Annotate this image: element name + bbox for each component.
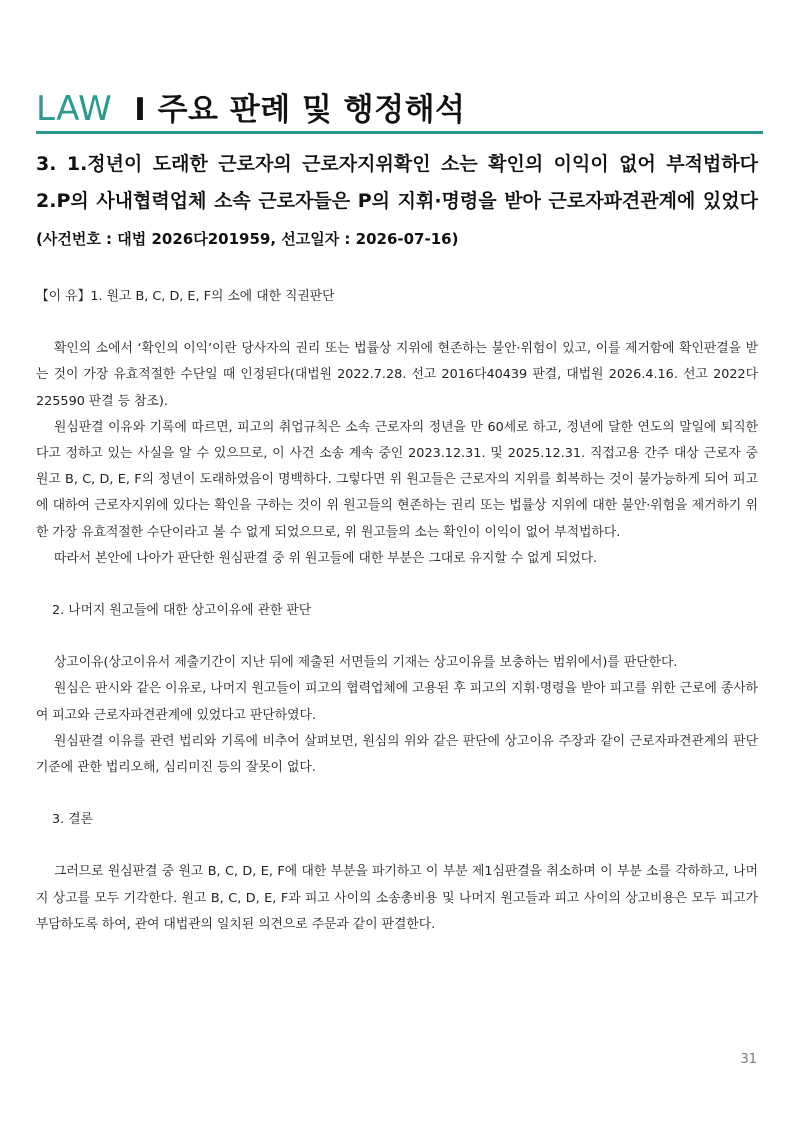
paragraph: 상고이유(상고이유서 제출기간이 지난 뒤에 제출된 서면들의 기재는 상고이유를 보충하는 범위에서)를 판단한다.	[54, 655, 678, 671]
section-title: I 주요 판례 및 행정해석	[134, 92, 466, 128]
header-line	[36, 84, 763, 129]
case-title: 3. 1.정년이 도래한 근로자의 근로자지위확인 소는 확인의 이익이 없어 부적법하다 2.P의 사내협력업체 소속 근로자들은 P의 지휘·명령을 받아 근로자파견관계에 있었다	[36, 153, 758, 212]
paragraph: 원심판결 이유를 관련 법리와 기록에 비추어 살펴보면, 원심의 위와 같은 판단에 상고이유 주장과 같이 근로자파견관계의 판단기준에 관한 법리오해, 심리미진 등의 잘못이 없다.	[36, 733, 758, 776]
spacer	[36, 833, 758, 859]
case-meta: (사건번호 : 대법 2026다201959, 선고일자 : 2026-07-16)	[36, 230, 459, 248]
reason-heading: 【이 유】1. 원고 B, C, D, E, F의 소에 대한 직권판단	[36, 289, 335, 304]
case-title-block	[36, 146, 758, 258]
spacer	[36, 624, 758, 650]
section-heading: 2. 나머지 원고들에 대한 상고이유에 관한 판단	[52, 603, 312, 619]
spacer	[36, 572, 758, 598]
document-body	[36, 284, 758, 938]
paragraph: 원심판결 이유와 기록에 따르면, 피고의 취업규칙은 소속 근로자의 정년을 만 60세로 하고, 정년에 달한 연도의 말일에 퇴직한다고 정하고 있는 사실을 알 수 있으므로, 이 사건 소송 계속 중인 2023.12.31. 및 2025.12.31. 직접고용 간주 대상 근로자 중 원고 B, C, D, E, F의 정년이 도래하였음이 명백하다. 그렇다면 위 원고들은 근로자의 지위를 회복하는 것이 불가능하게 되어 피고에 대하여 근로자지위에 있다는 확인을 구하는 것이 위 원고들의 현존하는 권리 또는 법률상 지위에 대한 불안·위험을 제거하기 위한 가장 유효적절한 수단이라고 볼 수 없게 되었으므로, 위 원고들의 소는 확인이 이익이 없어 부적법하다.	[36, 419, 758, 540]
page-header	[36, 84, 763, 129]
paragraph: 확인의 소에서 ‘확인의 이익’이란 당사자의 권리 또는 법률상 지위에 현존하는 불안·위험이 있고, 이를 제거함에 확인판결을 받는 것이 가장 유효적절한 수단일 때 인정된다(대법원 2022.7.28. 선고 2016다40439 판결, 대법원 2026.4.16. 선고 2022다225590 판결 등 참조).	[36, 341, 758, 409]
section-heading: 3. 결론	[52, 812, 94, 828]
spacer	[36, 310, 758, 336]
paragraph: 그러므로 원심판결 중 원고 B, C, D, E, F에 대한 부분을 파기하고 이 부분 제1심판결을 취소하며 이 부분 소를 각하하고, 나머지 상고를 모두 기각한다. 원고 B, C, D, E, F과 피고 사이의 소송총비용 및 나머지 원고들과 피고 사이의 상고비용은 모두 피고가 부담하도록 하여, 관여 대법관의 일치된 의견으로 주문과 같이 판결한다.	[36, 864, 758, 932]
law-label: LAW	[36, 89, 113, 129]
page-number: 31	[740, 1052, 757, 1067]
paragraph: 원심은 판시와 같은 이유로, 나머지 원고들이 피고의 협력업체에 고용된 후 피고의 지휘·명령을 받아 피고를 위한 근로에 종사하여 피고와 근로자파견관계에 있었다고 판단하였다.	[36, 681, 758, 723]
spacer	[36, 781, 758, 807]
header-divider	[36, 131, 763, 134]
paragraph: 따라서 본안에 나아가 판단한 원심판결 중 위 원고들에 대한 부분은 그대로 유지할 수 없게 되었다.	[54, 550, 598, 566]
